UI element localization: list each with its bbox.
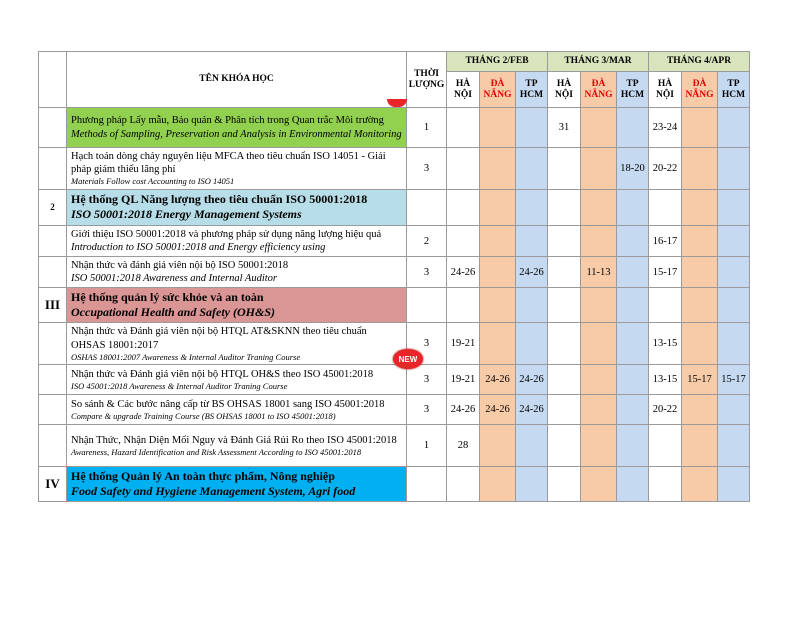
row-index xyxy=(39,225,67,256)
course-title-vi: Hạch toán dòng chảy nguyên liệu MFCA theo tiêu chuẩn ISO 14051 - Giải pháp giảm thiểu lãng phí xyxy=(71,151,386,176)
cell-mar-hanoi xyxy=(548,323,581,365)
empty-cell xyxy=(617,288,649,323)
empty-cell xyxy=(407,288,447,323)
section-title xyxy=(67,467,407,502)
cell-apr-hanoi: 20-22 xyxy=(649,395,682,425)
header-month-feb: THÁNG 2/FEB xyxy=(447,52,548,72)
empty-cell xyxy=(407,467,447,502)
section-title xyxy=(67,189,407,225)
cell-apr-hanoi: 16-17 xyxy=(649,225,682,256)
cell-feb-danang: 24-26 xyxy=(480,365,516,395)
cell-mar-hanoi xyxy=(548,225,581,256)
header-city-hanoi: HÀ NỘI xyxy=(649,72,682,108)
course-title-vi: Giới thiệu ISO 50001:2018 và phương pháp sử dụng năng lượng hiệu quả xyxy=(71,228,382,240)
course-title xyxy=(67,323,407,365)
empty-cell xyxy=(548,189,581,225)
section-title xyxy=(67,288,407,323)
cell-mar-hanoi: 31 xyxy=(548,108,581,148)
course-title-en: Materials Follow cost Accounting to ISO 14051 xyxy=(71,176,235,187)
header-city-danang: ĐÀ NẴNG xyxy=(480,72,516,108)
row-index xyxy=(39,323,67,365)
new-badge: NEW xyxy=(393,349,423,369)
cell-feb-hcm: 24-26 xyxy=(516,257,548,288)
course-title-en: ISO 45001:2018 Awareness & Internal Auditor Traning Course xyxy=(71,381,288,391)
header-city-danang: ĐÀ NẴNG xyxy=(581,72,617,108)
header-city-hcm: TP HCM xyxy=(718,72,750,108)
cell-mar-hanoi xyxy=(548,148,581,190)
cell-mar-danang xyxy=(581,395,617,425)
course-row xyxy=(39,108,750,148)
empty-cell xyxy=(480,467,516,502)
empty-cell xyxy=(516,467,548,502)
cell-feb-hcm xyxy=(516,225,548,256)
course-title-en: Introduction to ISO 50001:2018 and Energy efficiency using xyxy=(71,242,326,253)
course-title-vi: Nhận thức và Đánh giá viên nội bộ HTQL OH&S theo ISO 45001:2018 xyxy=(71,368,374,380)
row-index xyxy=(39,395,67,425)
cell-feb-hanoi: 24-26 xyxy=(447,257,480,288)
course-duration: 1 xyxy=(407,425,447,467)
section-number: 2 xyxy=(39,189,67,225)
course-title-en: Awareness, Hazard Identification and Risk Assessment According to ISO 45001:2018 xyxy=(71,447,362,457)
header-month-mar: THÁNG 3/MAR xyxy=(548,52,649,72)
cell-mar-danang xyxy=(581,425,617,467)
course-row xyxy=(39,257,750,288)
cell-apr-hcm xyxy=(718,225,750,256)
cell-feb-danang xyxy=(480,257,516,288)
course-row xyxy=(39,365,750,395)
course-row xyxy=(39,225,750,256)
cell-feb-hcm xyxy=(516,148,548,190)
cell-apr-hcm xyxy=(718,148,750,190)
cell-apr-hanoi: 15-17 xyxy=(649,257,682,288)
cell-feb-hanoi xyxy=(447,148,480,190)
course-title xyxy=(67,395,407,425)
course-duration: 3 xyxy=(407,395,447,425)
course-title xyxy=(67,108,407,148)
empty-cell xyxy=(617,467,649,502)
section-number: III xyxy=(39,288,67,323)
cell-apr-danang xyxy=(682,425,718,467)
cell-feb-hcm xyxy=(516,108,548,148)
cell-feb-hanoi: 19-21 xyxy=(447,323,480,365)
header-row-months xyxy=(39,52,750,72)
cell-feb-hcm xyxy=(516,323,548,365)
empty-cell xyxy=(718,288,750,323)
cell-apr-danang xyxy=(682,108,718,148)
course-row xyxy=(39,395,750,425)
course-duration: 3 xyxy=(407,323,447,365)
cell-feb-danang xyxy=(480,108,516,148)
cell-apr-hanoi: 13-15 xyxy=(649,323,682,365)
cell-mar-danang: 11-13 xyxy=(581,257,617,288)
empty-cell xyxy=(581,189,617,225)
cell-mar-hanoi xyxy=(548,425,581,467)
cell-mar-hcm xyxy=(617,395,649,425)
cell-feb-hanoi: 19-21 xyxy=(447,365,480,395)
cell-apr-hcm: 15-17 xyxy=(718,365,750,395)
empty-cell xyxy=(447,288,480,323)
course-row xyxy=(39,425,750,467)
cell-feb-danang xyxy=(480,323,516,365)
cell-apr-hanoi: 20-22 xyxy=(649,148,682,190)
cell-feb-danang xyxy=(480,148,516,190)
course-title xyxy=(67,425,407,467)
cell-apr-hcm xyxy=(718,395,750,425)
course-title xyxy=(67,225,407,256)
cell-apr-hanoi: 13-15 xyxy=(649,365,682,395)
cell-apr-danang xyxy=(682,257,718,288)
empty-cell xyxy=(480,189,516,225)
cell-mar-danang xyxy=(581,225,617,256)
cell-mar-danang xyxy=(581,108,617,148)
cell-feb-hcm: 24-26 xyxy=(516,365,548,395)
cell-apr-danang xyxy=(682,225,718,256)
course-title-en: Compare & upgrade Training Course (BS OHSAS 18001 to ISO 45001:2018) xyxy=(71,411,336,421)
row-index xyxy=(39,425,67,467)
cell-feb-danang: 24-26 xyxy=(480,395,516,425)
empty-cell xyxy=(407,189,447,225)
course-duration: 3 xyxy=(407,148,447,190)
header-month-apr: THÁNG 4/APR xyxy=(649,52,750,72)
section-title-en: Occupational Health and Safety (OH&S) xyxy=(71,305,275,320)
section-row xyxy=(39,189,750,225)
cell-feb-hanoi xyxy=(447,225,480,256)
training-schedule-table xyxy=(38,51,750,502)
header-city-hcm: TP HCM xyxy=(516,72,548,108)
course-title-vi: Nhận Thức, Nhận Diện Mối Nguy và Đánh Giá Rủi Ro theo ISO 45001:2018 xyxy=(71,434,397,446)
cell-feb-hanoi: 24-26 xyxy=(447,395,480,425)
section-title-vi: Hệ thống QL Năng lượng theo tiêu chuẩn ISO 50001:2018 xyxy=(71,192,368,207)
header-course-name: TÊN KHÓA HỌC xyxy=(67,52,407,108)
cell-apr-danang xyxy=(682,148,718,190)
row-index xyxy=(39,257,67,288)
empty-cell xyxy=(447,189,480,225)
section-title-vi: Hệ thống quản lý sức khỏe và an toàn xyxy=(71,290,264,305)
course-title-vi: Nhận thức và đánh giá viên nội bộ ISO 50001:2018 xyxy=(71,260,289,272)
empty-cell xyxy=(617,189,649,225)
empty-cell xyxy=(581,288,617,323)
empty-cell xyxy=(581,467,617,502)
cell-apr-hcm xyxy=(718,323,750,365)
section-row xyxy=(39,467,750,502)
row-index xyxy=(39,148,67,190)
empty-cell xyxy=(548,288,581,323)
cell-mar-hcm xyxy=(617,323,649,365)
cell-apr-hanoi xyxy=(649,425,682,467)
header-city-danang: ĐÀ NẴNG xyxy=(682,72,718,108)
row-index xyxy=(39,365,67,395)
header-city-hcm: TP HCM xyxy=(617,72,649,108)
empty-cell xyxy=(682,189,718,225)
cell-mar-hcm xyxy=(617,225,649,256)
empty-cell xyxy=(649,189,682,225)
cell-apr-hcm xyxy=(718,108,750,148)
course-title-en: ISO 50001:2018 Awareness and Internal Auditor xyxy=(71,273,278,285)
cell-mar-hanoi xyxy=(548,257,581,288)
cell-feb-hanoi xyxy=(447,108,480,148)
course-duration: 1 xyxy=(407,108,447,148)
cell-apr-hcm xyxy=(718,257,750,288)
cell-mar-hcm: 18-20 xyxy=(617,148,649,190)
header-index-cell xyxy=(39,52,67,108)
cell-apr-danang xyxy=(682,323,718,365)
empty-cell xyxy=(682,467,718,502)
course-title-en: Methods of Sampling, Preservation and Analysis in Environmental Monitoring xyxy=(71,128,402,140)
empty-cell xyxy=(447,467,480,502)
course-duration: 2 xyxy=(407,225,447,256)
cell-feb-danang xyxy=(480,225,516,256)
course-title xyxy=(67,148,407,190)
cell-mar-hanoi xyxy=(548,395,581,425)
course-duration: 3 xyxy=(407,257,447,288)
empty-cell xyxy=(649,288,682,323)
course-title-vi: Nhận thức và Đánh giá viên nội bộ HTQL AT&SKNN theo tiêu chuẩn OHSAS 18001:2017 xyxy=(71,326,367,351)
empty-cell xyxy=(516,189,548,225)
cell-mar-hcm xyxy=(617,108,649,148)
cell-mar-danang xyxy=(581,365,617,395)
row-index xyxy=(39,108,67,148)
course-title-en: OSHAS 18001:2007 Awareness & Internal Auditor Traning Course xyxy=(71,351,301,362)
section-number: IV xyxy=(39,467,67,502)
empty-cell xyxy=(548,467,581,502)
section-title-en: Food Safety and Hygiene Management System, Agri food xyxy=(71,484,356,499)
cell-apr-hanoi: 23-24 xyxy=(649,108,682,148)
cell-mar-hanoi xyxy=(548,365,581,395)
cell-mar-hcm xyxy=(617,257,649,288)
section-title-en: ISO 50001:2018 Energy Management Systems xyxy=(71,207,302,222)
header-city-hanoi: HÀ NỘI xyxy=(447,72,480,108)
cell-feb-hcm: 24-26 xyxy=(516,395,548,425)
course-row xyxy=(39,148,750,190)
course-title xyxy=(67,365,407,395)
cell-mar-danang xyxy=(581,323,617,365)
cell-apr-danang xyxy=(682,395,718,425)
section-title-vi: Hệ thống Quản lý An toàn thực phẩm, Nông nghiệp xyxy=(71,469,335,484)
section-row xyxy=(39,288,750,323)
empty-cell xyxy=(480,288,516,323)
cell-mar-hcm xyxy=(617,365,649,395)
cell-apr-hcm xyxy=(718,425,750,467)
course-title-vi: So sánh & Các bước nâng cấp từ BS OHSAS 18001 sang ISO 45001:2018 xyxy=(71,398,385,410)
course-title xyxy=(67,257,407,288)
empty-cell xyxy=(718,467,750,502)
empty-cell xyxy=(718,189,750,225)
course-duration: 3 xyxy=(407,365,447,395)
cell-mar-danang xyxy=(581,148,617,190)
empty-cell xyxy=(649,467,682,502)
cell-mar-hcm xyxy=(617,425,649,467)
course-title-vi: Phương pháp Lấy mẫu, Bảo quản & Phân tích trong Quan trắc Môi trường xyxy=(71,115,384,127)
header-city-hanoi: HÀ NỘI xyxy=(548,72,581,108)
empty-cell xyxy=(682,288,718,323)
cell-feb-hanoi: 28 xyxy=(447,425,480,467)
header-duration: THỜI LƯỢNG xyxy=(407,52,447,108)
cell-apr-danang: 15-17 xyxy=(682,365,718,395)
empty-cell xyxy=(516,288,548,323)
cell-feb-danang xyxy=(480,425,516,467)
cell-feb-hcm xyxy=(516,425,548,467)
